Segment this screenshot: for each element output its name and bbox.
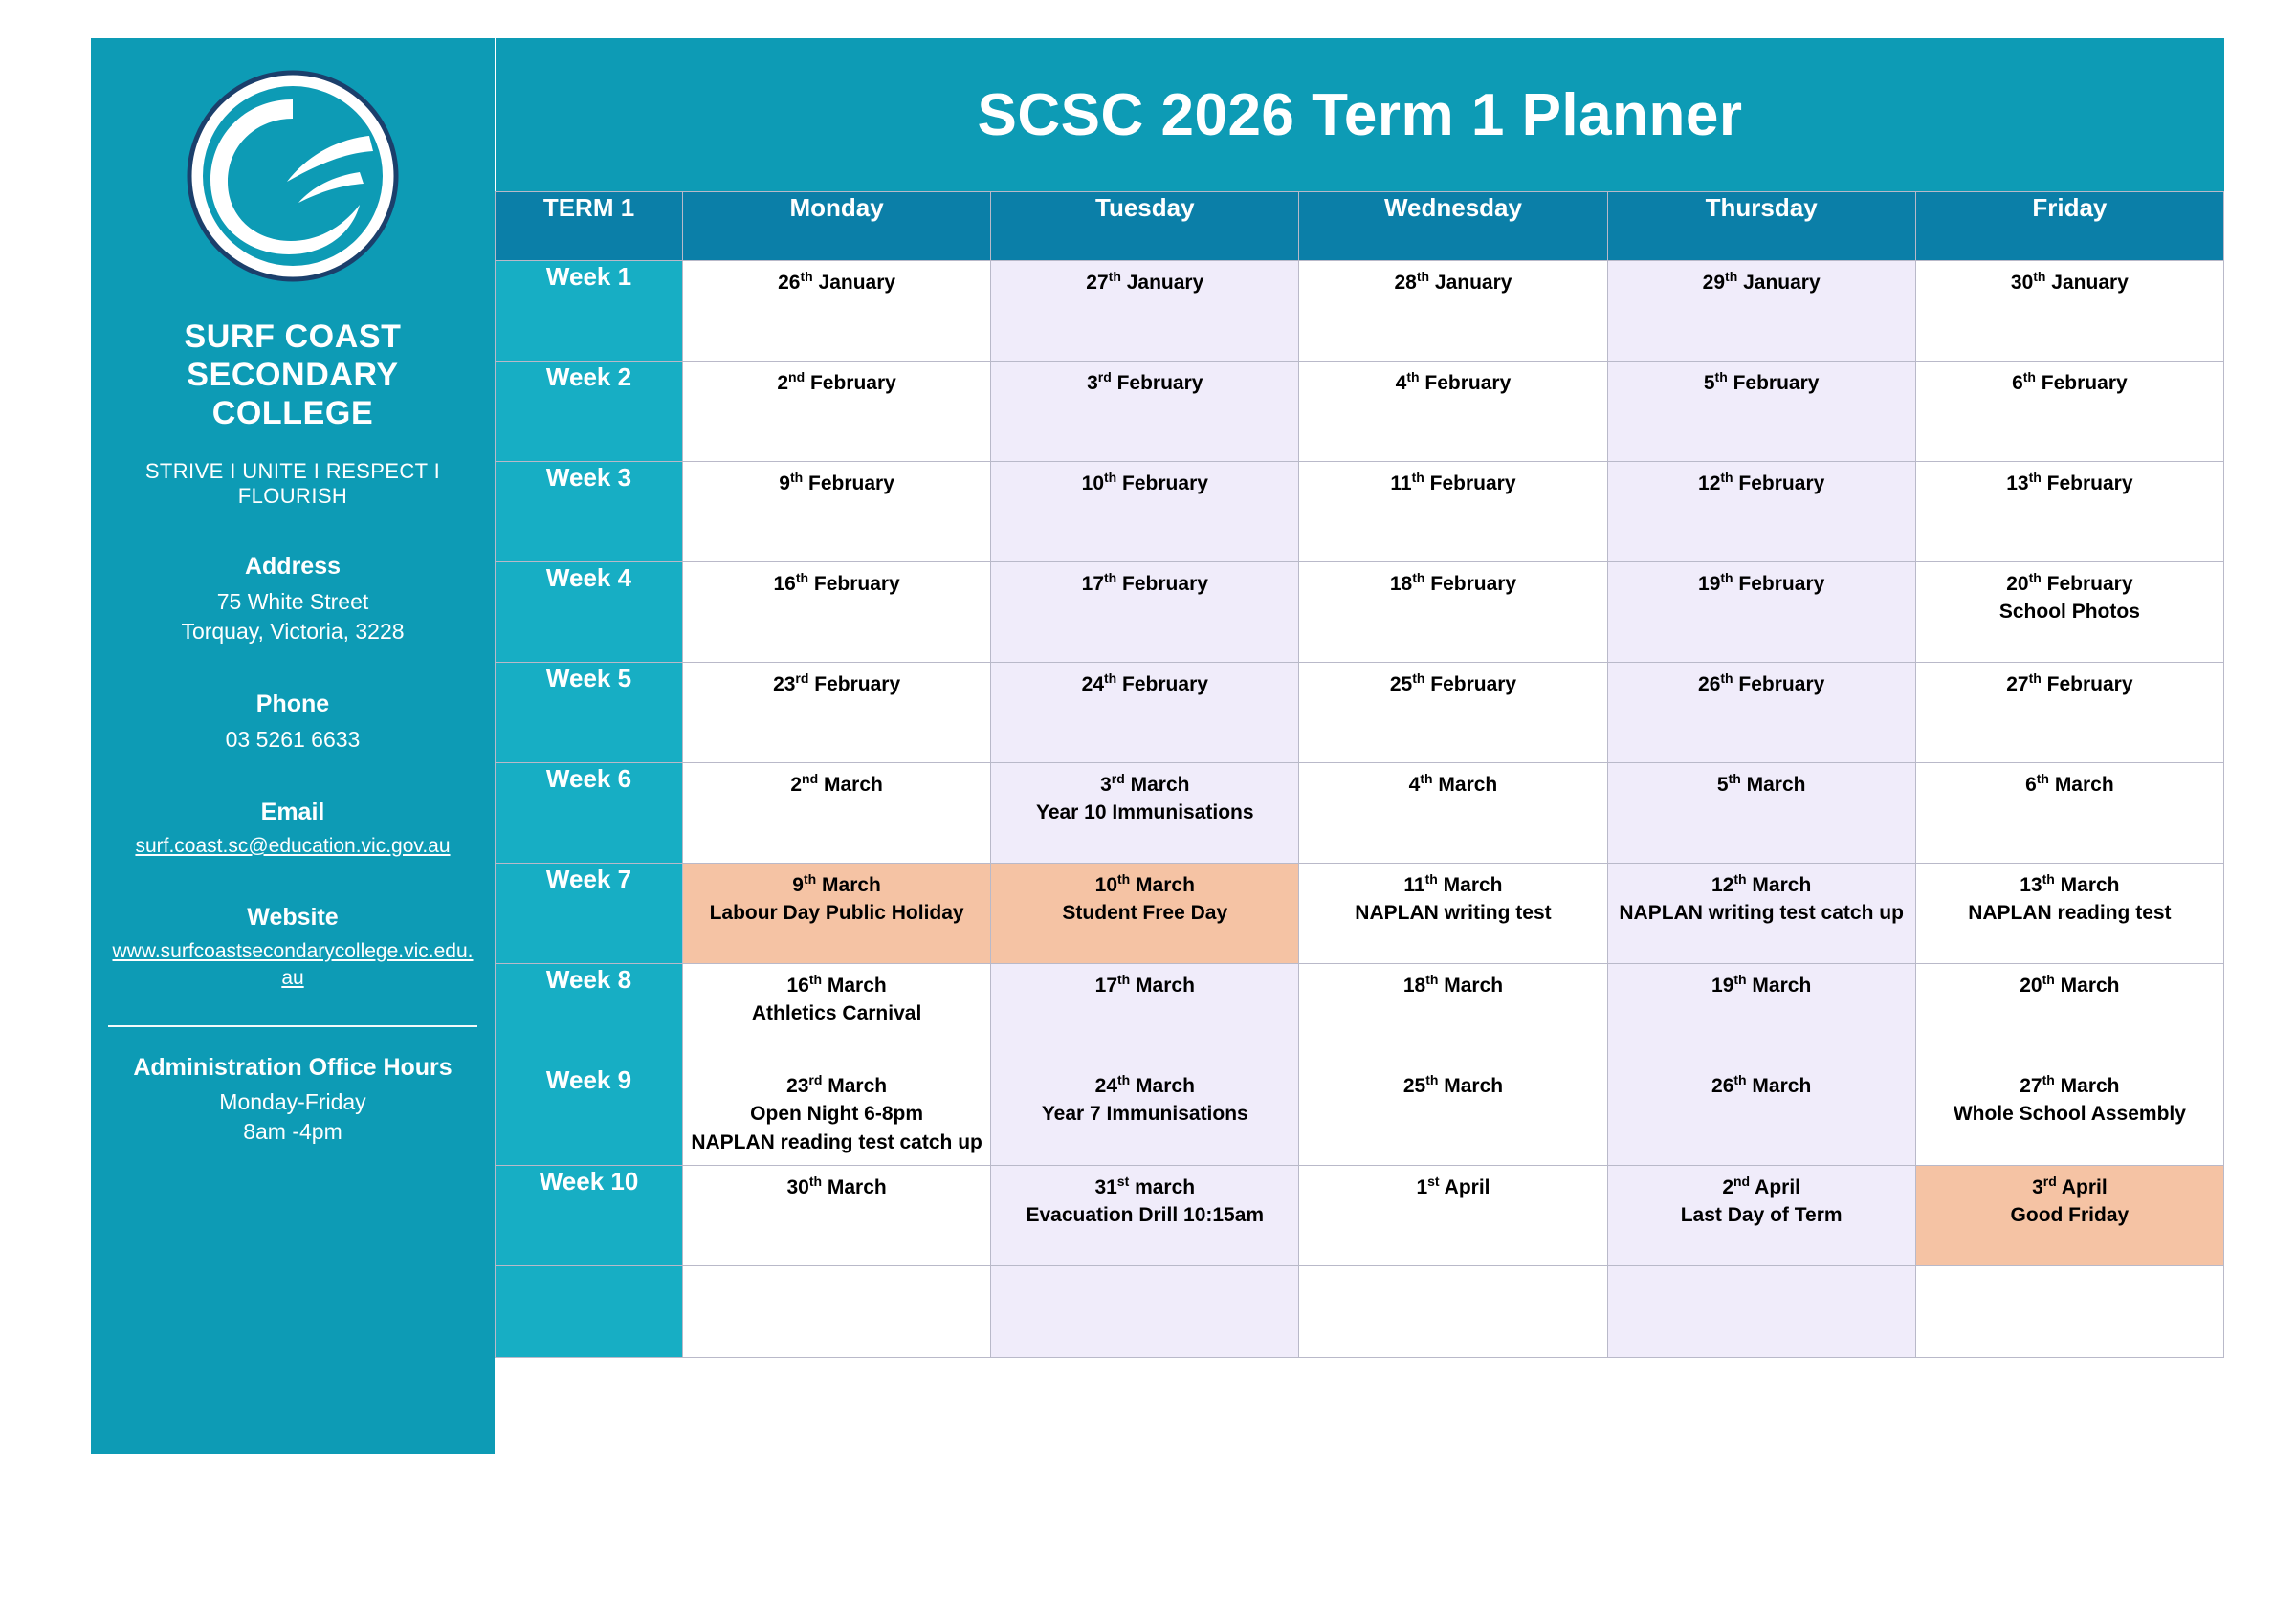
day-cell (1915, 1165, 2223, 1265)
date-label: 16th March (786, 972, 887, 997)
event-label: Labour Day Public Holiday (709, 902, 964, 925)
day-cell (991, 362, 1299, 462)
table-header-row (496, 192, 2224, 261)
website-title: Website (247, 904, 339, 932)
title-bar (495, 38, 2224, 191)
date-label: 17th March (1094, 972, 1195, 997)
date-label: 12th February (1698, 470, 1825, 494)
day-cell (1915, 362, 2223, 462)
date-label: 3rd February (1087, 369, 1203, 394)
date-label: 27th February (2006, 670, 2133, 695)
day-cell (1607, 462, 1915, 562)
column-header-thursday: Thursday (1607, 192, 1915, 261)
date-label: 19th February (1698, 570, 1825, 595)
date-label: 4th March (1408, 771, 1498, 796)
date-label: 28th January (1394, 269, 1512, 294)
date-label: 11th March (1403, 871, 1503, 896)
date-label: 18th March (1402, 972, 1504, 997)
website-link[interactable]: www.surfcoastsecondarycollege.vic.edu.au (112, 939, 474, 990)
day-cell (1915, 964, 2223, 1064)
week-label-7: Week 7 (496, 864, 683, 964)
day-cell (1607, 1265, 1915, 1357)
day-cell (991, 1064, 1299, 1166)
day-cell (1915, 261, 2223, 362)
day-cell (1915, 1265, 2223, 1357)
event-label: NAPLAN reading test (1968, 902, 2172, 925)
day-cell (1607, 362, 1915, 462)
day-cell (1915, 462, 2223, 562)
day-cell (991, 663, 1299, 763)
event-label: NAPLAN writing test (1355, 902, 1552, 925)
date-label: 13th March (2020, 871, 2120, 896)
date-label: 10th February (1081, 470, 1208, 494)
date-label: 17th February (1081, 570, 1208, 595)
date-label: 24th February (1081, 670, 1208, 695)
event-label: Last Day of Term (1680, 1204, 1843, 1227)
school-name-line1: SURF COAST (184, 318, 402, 355)
office-hours-line1: Monday-Friday (219, 1089, 366, 1115)
date-label: 19th March (1711, 972, 1812, 997)
email-block (135, 797, 450, 860)
day-cell (991, 1265, 1299, 1357)
column-header-tuesday: Tuesday (991, 192, 1299, 261)
day-cell (1915, 663, 2223, 763)
event-label: Good Friday (2010, 1204, 2130, 1227)
table-row (496, 1165, 2224, 1265)
event-label: Whole School Assembly (1953, 1103, 2186, 1126)
day-cell (1607, 663, 1915, 763)
day-cell (991, 261, 1299, 362)
date-label: 26th January (778, 269, 896, 294)
date-label: 23rd February (773, 670, 901, 695)
table-row (496, 362, 2224, 462)
date-label: 6th February (2012, 369, 2128, 394)
date-label: 4th February (1395, 369, 1512, 394)
event-label: School Photos (1998, 601, 2140, 624)
date-label: 16th February (773, 570, 900, 595)
day-cell (1299, 864, 1607, 964)
office-hours-line2: 8am -4pm (243, 1119, 342, 1145)
date-label: 20th February (2006, 570, 2133, 595)
page-title: SCSC 2026 Term 1 Planner (977, 81, 1743, 148)
date-label: 3rd April (2032, 1173, 2108, 1198)
table-row (496, 964, 2224, 1064)
day-cell (1299, 1064, 1607, 1166)
column-header-term: TERM 1 (496, 192, 683, 261)
table-row (496, 1265, 2224, 1357)
date-label: 30th March (786, 1173, 887, 1198)
date-label: 25th March (1402, 1072, 1504, 1097)
date-label: 2nd March (790, 771, 883, 796)
day-cell (683, 261, 991, 362)
table-row (496, 462, 2224, 562)
date-label: 2nd February (777, 369, 896, 394)
day-cell (683, 1064, 991, 1166)
week-label-10: Week 10 (496, 1165, 683, 1265)
day-cell (1607, 562, 1915, 663)
day-cell (1299, 1265, 1607, 1357)
day-cell (991, 763, 1299, 864)
date-label: 9th February (779, 470, 894, 494)
date-label: 31st march (1094, 1173, 1196, 1198)
address-title: Address (244, 553, 342, 581)
website-block (108, 902, 477, 992)
event-label: Evacuation Drill 10:15am (1026, 1204, 1265, 1227)
day-cell (991, 562, 1299, 663)
table-row (496, 663, 2224, 763)
week-label-1: Week 1 (496, 261, 683, 362)
day-cell (1915, 763, 2223, 864)
event-label: NAPLAN writing test catch up (1619, 902, 1904, 925)
date-label: 6th March (2025, 771, 2114, 796)
date-label: 18th February (1389, 570, 1517, 595)
table-body (496, 261, 2224, 1358)
address-block (181, 551, 404, 647)
column-header-monday: Monday (683, 192, 991, 261)
date-label: 27th March (2020, 1072, 2120, 1097)
date-label: 9th March (792, 871, 881, 896)
table-row (496, 562, 2224, 663)
day-cell (991, 864, 1299, 964)
date-label: 3rd March (1100, 771, 1190, 796)
school-motto: STRIVE I UNITE I RESPECT I FLOURISH (144, 459, 441, 509)
email-title: Email (260, 798, 325, 825)
week-label-6: Week 6 (496, 763, 683, 864)
day-cell (1299, 261, 1607, 362)
date-label: 26th February (1698, 670, 1825, 695)
week-label-4: Week 4 (496, 562, 683, 663)
sidebar (91, 38, 495, 1454)
day-cell (1299, 562, 1607, 663)
day-cell (683, 562, 991, 663)
day-cell (1915, 864, 2223, 964)
day-cell (1915, 562, 2223, 663)
date-label: 11th February (1390, 470, 1516, 494)
office-hours-title: Administration Office Hours (133, 1053, 453, 1081)
address-line1: 75 White Street (216, 589, 369, 615)
event-label: Year 7 Immunisations (1041, 1103, 1248, 1126)
day-cell (1607, 1064, 1915, 1166)
day-cell (683, 1265, 991, 1357)
day-cell (1299, 964, 1607, 1064)
day-cell (991, 1165, 1299, 1265)
event-label: Year 10 Immunisations (1035, 801, 1254, 824)
week-label-9: Week 9 (496, 1064, 683, 1166)
day-cell (683, 362, 991, 462)
office-hours-block (133, 1052, 452, 1148)
day-cell (1607, 261, 1915, 362)
date-label: 26th March (1711, 1072, 1812, 1097)
date-label: 5th March (1716, 771, 1806, 796)
school-name-line2: SECONDARY COLLEGE (187, 357, 399, 432)
term-planner-table (495, 191, 2224, 1358)
email-link[interactable]: surf.coast.sc@education.vic.gov.au (135, 834, 451, 857)
phone-block (226, 689, 361, 755)
day-cell (683, 462, 991, 562)
day-cell (1915, 1064, 2223, 1166)
day-cell (1607, 763, 1915, 864)
table-row (496, 1064, 2224, 1166)
event-label: Student Free Day (1062, 902, 1228, 925)
week-label-3: Week 3 (496, 462, 683, 562)
date-label: 27th January (1086, 269, 1204, 294)
week-label-2: Week 2 (496, 362, 683, 462)
day-cell (1299, 663, 1607, 763)
table-row (496, 763, 2224, 864)
day-cell (683, 864, 991, 964)
date-label: 20th March (2020, 972, 2120, 997)
date-label: 29th January (1702, 269, 1821, 294)
day-cell (1607, 1165, 1915, 1265)
date-label: 1st April (1416, 1173, 1490, 1198)
day-cell (683, 763, 991, 864)
week-label-5: Week 5 (496, 663, 683, 763)
date-label: 10th March (1094, 871, 1195, 896)
date-label: 23rd March (786, 1072, 888, 1097)
school-name (108, 318, 477, 432)
day-cell (1299, 362, 1607, 462)
event-label: NAPLAN reading test catch up (691, 1130, 982, 1153)
day-cell (1299, 763, 1607, 864)
phone-number: 03 5261 6633 (225, 726, 361, 752)
date-label: 30th January (2010, 269, 2129, 294)
planner-page (91, 38, 2224, 1454)
date-label: 24th March (1094, 1072, 1195, 1097)
day-cell (991, 462, 1299, 562)
day-cell (683, 1165, 991, 1265)
phone-title: Phone (255, 691, 330, 718)
table-row (496, 864, 2224, 964)
day-cell (1607, 864, 1915, 964)
sidebar-divider (108, 1025, 477, 1027)
date-label: 13th February (2006, 470, 2133, 494)
school-logo (182, 65, 404, 287)
column-header-friday: Friday (1915, 192, 2223, 261)
date-label: 12th March (1711, 871, 1812, 896)
table-header (496, 192, 2224, 261)
day-cell (1607, 964, 1915, 1064)
day-cell (1299, 462, 1607, 562)
date-label: 25th February (1389, 670, 1517, 695)
week-label-empty (496, 1265, 683, 1357)
date-label: 2nd April (1722, 1173, 1800, 1198)
column-header-wednesday: Wednesday (1299, 192, 1607, 261)
event-label: Athletics Carnival (751, 1002, 922, 1025)
planner-content (495, 38, 2224, 1454)
day-cell (991, 964, 1299, 1064)
day-cell (683, 663, 991, 763)
date-label: 5th February (1703, 369, 1820, 394)
event-label: Open Night 6-8pm (750, 1103, 924, 1126)
address-line2: Torquay, Victoria, 3228 (181, 619, 405, 645)
table-row (496, 261, 2224, 362)
day-cell (683, 964, 991, 1064)
day-cell (1299, 1165, 1607, 1265)
week-label-8: Week 8 (496, 964, 683, 1064)
